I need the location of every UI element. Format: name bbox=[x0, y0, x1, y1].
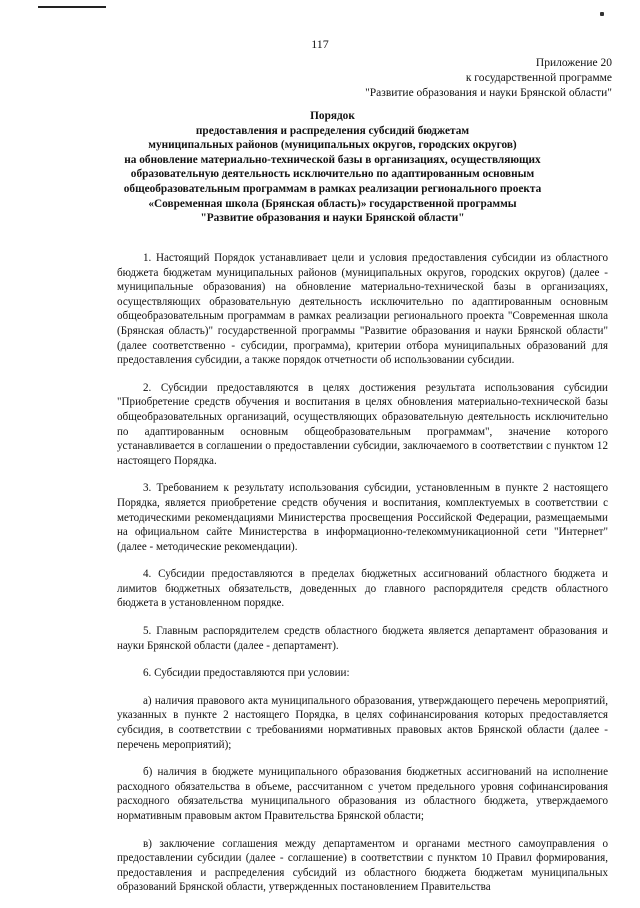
title-line: общеобразовательным программам в рамках реализации регионального проекта bbox=[123, 182, 542, 195]
appendix-line-3: "Развитие образования и науки Брянской области" bbox=[365, 87, 612, 99]
paragraph: 2. Субсидии предоставляются в целях достижения результата использования субсидии "Приобретение средств обучения и воспитания в целях обновления материально-технической базы общеобразовательных организаций, осуществляющих образовательную деятельность исключительно по адаптированным основным общеобразовательным программам", значение которого устанавливается в соглашении о предоставлении субсидии, заключаемого в соответствии с пунктом 12 настоящего Порядка. bbox=[117, 381, 608, 467]
paragraph: 3. Требованием к результату использования субсидии, установленным в пункте 2 настоящего Порядка, является приобретение средств обучения и воспитания, комплектуемых в соответствии с методическими рекомендациями Министерства просвещения Российской Федерации, размещаемыми на официальном сайте Министерства в информационно-телекоммуникационной сети "Интернет" (далее - методические рекомендации). bbox=[117, 482, 608, 553]
paragraph: а) наличия правового акта муниципального образования, утверждающего перечень мероприятий, указанных в пункте 2 настоящего Порядка, в целях софинансирования которых предоставляется субсидия, в соответствии с требованиями нормативных правовых актов Брянской области (далее - перечень мероприятий); bbox=[117, 694, 608, 751]
document-body bbox=[117, 251, 608, 908]
paragraph: 5. Главным распорядителем средств областного бюджета является департамент образования и науки Брянской области (далее - департамент). bbox=[117, 625, 608, 652]
scan-mark bbox=[600, 12, 604, 16]
title-line: "Развитие образования и науки Брянской области" bbox=[200, 212, 465, 225]
paragraph: б) наличия в бюджете муниципального образования бюджетных ассигнований на исполнение расходного обязательства в объеме, рассчитанном с учетом предельного уровня софинансирования расходного обязательства муниципального образования из областного бюджета, утверждаемого нормативным правовым актом Правительства Брянской области; bbox=[117, 766, 608, 822]
appendix-line-1: Приложение 20 bbox=[535, 57, 612, 69]
title-line: Порядок bbox=[310, 110, 355, 122]
appendix-line-2: к государственной программе bbox=[465, 72, 612, 84]
paragraph: 1. Настоящий Порядок устанавливает цели и условия предоставления субсидии из областного бюджета бюджетам муниципальных районов (муниципальных округов, городских округов) (далее - муниципальные образования) на обновление материально-технической базы в организациях, осуществляющих образовательную деятельность исключительно по адаптированным основным общеобразовательным программам в рамках реализации регионального проекта "Современная школа (Брянская область)" государственной программы "Развитие образования и науки Брянской области" (далее соответственно - субсидии, программа), критерии отбора муниципальных образований для предоставления субсидии, а также порядок отчетности об использовании субсидии. bbox=[117, 252, 608, 367]
paragraph: 6. Субсидии предоставляются при условии: bbox=[143, 667, 350, 680]
title-line: предоставления и распределения субсидий бюджетам bbox=[195, 124, 470, 137]
title-line: на обновление материально-технической базы в организациях, осуществляющих bbox=[124, 153, 541, 166]
title-line: образовательную деятельность исключительно по адаптированным основным bbox=[130, 168, 535, 181]
title-line: «Современная школа (Брянская область)» государственной программы bbox=[148, 197, 517, 210]
document-title bbox=[40, 109, 625, 226]
title-line: муниципальных районов (муниципальных округов, городских округов) bbox=[148, 139, 517, 152]
paragraph: 4. Субсидии предоставляются в пределах бюджетных ассигнований областного бюджета и лимитов бюджетных обязательств, доведенных до главного распорядителя средств областного бюджета в установленном порядке. bbox=[117, 568, 608, 610]
appendix-header bbox=[365, 56, 612, 101]
page-number: 117 bbox=[311, 37, 329, 51]
scan-top-line bbox=[38, 6, 106, 8]
paragraph: в) заключение соглашения между департаментом и органами местного самоуправления о предоставлении субсидии (далее - соглашение) в соответствии с пунктом 10 Правил формирования, предоставления и распределения субсидий из областного бюджета бюджетам муниципальных образований Брянской области, утвержденных постановлением Правительства bbox=[117, 837, 608, 894]
